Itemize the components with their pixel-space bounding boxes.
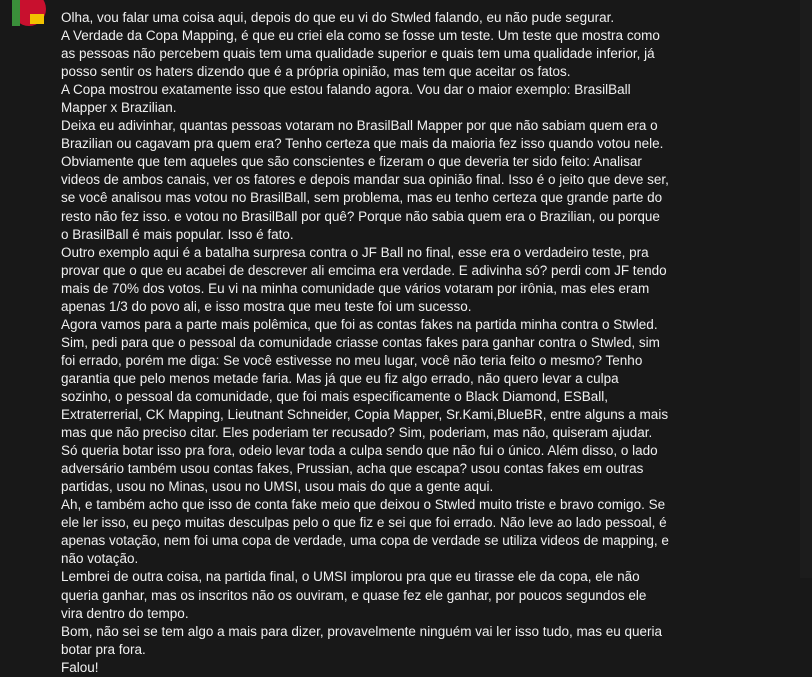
comment-paragraph: Agora vamos para a parte mais polêmica, que foi as contas fakes na partida minha contra o Stwled. Sim, pedi para que o pessoal da comunidade criasse contas fakes para ganhar contra o Stwled, sim foi errado, porém me diga: Se você estivesse no meu lugar, você não teria feito o mesmo? Tenho garantia que pelo menos metade faria. Mas já que eu fiz algo errado, não quero levar a culpa sozinho, o pessoal da comunidade, que foi mais especificamente o Black Diamond, ESBall, Extraterrerial, CK Mapping, Lieutnant Schneider, Copia Mapper, Sr.Kami,BlueBR, entre alguns a mais mas que não preciso citar. Eles poderiam ter recusado? Sim, poderiam, mas não, quiseram ajudar. Só queria botar isso pra fora, odeio levar toda a culpa sendo que não fui o único. Além disso, o lado adversário também usou contas fakes, Prussian, acha que escapa? usou contas fakes em outras partidas, usou no Minas, usou no UMSI, usou mais do que a gente aqui. <box>61 316 669 495</box>
flag-avatar-icon[interactable] <box>12 0 46 26</box>
comment-paragraph: Lembrei de outra coisa, na partida final, o UMSI implorou pra que eu tirasse ele da copa, ele não queria ganhar, mas os inscritos não os ouviram, e quase fez ele ganhar, por poucos segundos ele vira dentro do tempo. <box>61 569 647 621</box>
avatar-yellow-shape <box>30 14 44 24</box>
comment-paragraph: A Copa mostrou exatamente isso que estou falando agora. Vou dar o maior exemplo: BrasilBall Mapper x Brazilian. <box>61 82 631 116</box>
comment-paragraph: Ah, e também acho que isso de conta fake meio que deixou o Stwled muito triste e bravo comigo. Se ele ler isso, eu peço muitas desculpas pelo o que fiz e sei que foi errado. Não leve ao lado pessoal, é apenas votação, nem foi uma copa de verdade, uma copa de verdade se utiliza videos de mapping, e não votação. <box>61 497 669 567</box>
comment-paragraph: Falou! <box>61 659 99 675</box>
comment-text <box>61 9 671 677</box>
comment-paragraph: Outro exemplo aqui é a batalha surpresa contra o JF Ball no final, esse era o verdadeiro teste, pra provar que o que eu acabei de descrever ali emcima era verdade. E adivinha só? perdi com JF tendo mais de 70% dos votos. Eu vi na minha comunidade que vários votaram por irônia, mas eles eram apenas 1/3 do povo ali, e isso mostra que meu teste foi um sucesso. <box>61 244 667 314</box>
comment-paragraph: Bom, não sei se tem algo a mais para dizer, provavelmente ninguém vai ler isso tudo, mas eu queria botar pra fora. <box>61 623 663 657</box>
comment-paragraph: A Verdade da Copa Mapping, é que eu criei ela como se fosse um teste. Um teste que mostra como as pessoas não percebem quais tem uma qualidade superior e quais tem uma qualidade inferior, já posso sentir os haters dizendo que é a própria opinião, mas tem que aceitar os fatos. <box>61 28 660 80</box>
comment-paragraph: Deixa eu adivinhar, quantas pessoas votaram no BrasilBall Mapper por que não sabiam quem era o Brazilian ou cagavam pra quem era? Tenho certeza que mais da maioria fez isso quando votou nele. <box>61 118 664 152</box>
scrollbar[interactable] <box>800 0 812 578</box>
avatar-green-stripe <box>12 0 20 26</box>
comment-paragraph: Obviamente que tem aqueles que são conscientes e fizeram o que deveria ter sido feito: Analisar videos de ambos canais, ver os fatores e depois mandar sua opinião final. Isso é o jeito que deve ser, se você analisou mas votou no BrasilBall, sem problema, mas eu tenho certeza que grande parte do resto não fez isso. e votou no BrasilBall por quê? Porque não sabia quem era o Brazilian, ou porque o BrasilBall é mais popular. Isso é fato. <box>61 154 669 242</box>
comment-paragraph: Olha, vou falar uma coisa aqui, depois do que eu vi do Stwled falando, eu não pude segurar. <box>61 10 615 25</box>
